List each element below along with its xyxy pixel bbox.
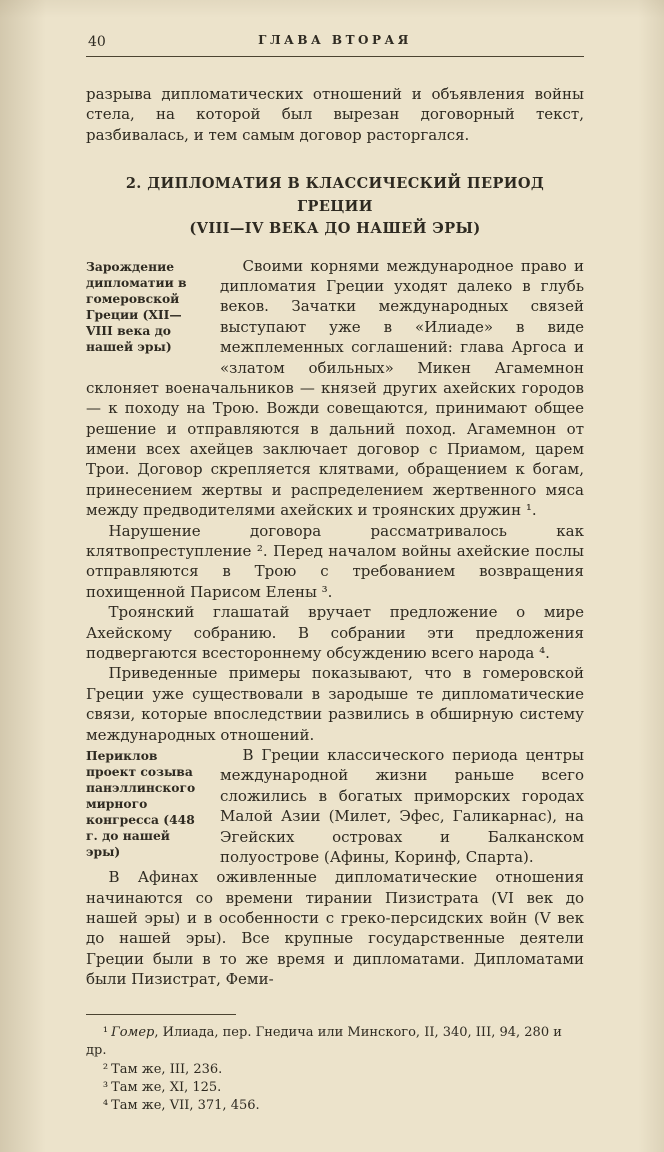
footnote-1-text: , Илиада, пер. Гнедича или Минского, II, 340, III, 94, 280 и др. — [86, 1024, 562, 1059]
footnote-2 — [86, 1061, 584, 1079]
footnote-3-text: Там же, XI, 125. — [111, 1080, 222, 1095]
paragraph-oath-breaking: Нарушение договора рассматривалось как клятвопреступление ². Перед началом войны ахейские послы отправляются в Трою с требованием возвращения похищенной Парисом Елены ³. — [86, 521, 584, 601]
footnote-4-text: Там же, VII, 371, 456. — [111, 1098, 260, 1114]
paragraph-homeric-text: Своими корнями международное право и дипломатия Греции уходят далеко в глубь веков. Зачатки международных связей выступают уже в «Илиаде» в виде межплеменных соглашений: глава Аргоса и «златом обильных» Микен Агамемнон склоняет военачальников — князей других ахейских городов — к походу на Трою. Вожди совещаются, принимают общее решение и отправляются в дальний поход. Агамемнон от имени всех ахейцев заключает договор с Приамом, царем Трои. Договор скрепляется клятвами, обращением к богам, принесением жертвы и распределением жертвенного мяса между предводителями ахейских и троянских дружин ¹. — [86, 256, 584, 520]
footnote-1-author: Гомер — [111, 1024, 155, 1040]
running-title: ГЛАВА ВТОРАЯ — [258, 33, 412, 47]
footnote-1-marker: ¹ — [102, 1024, 109, 1040]
footnote-3 — [86, 1079, 584, 1097]
section-heading-line1: 2. ДИПЛОМАТИЯ В КЛАССИЧЕСКИЙ ПЕРИОД ГРЕЦИИ — [125, 175, 545, 215]
footnote-4 — [86, 1097, 584, 1115]
paragraph-intro: разрыва дипломатических отношений и объявления войны стела, на которой был вырезан договорный текст, разбивалась, и тем самым договор расторгался. — [86, 85, 584, 144]
paragraph-trojan-herald: Троянский глашатай вручает предложение о мире Ахейскому собранию. В собрании эти предложения подвергаются всестороннему обсуждению всего народа ⁴. — [86, 603, 584, 662]
page-text-block — [86, 84, 584, 990]
footnote-3-marker: ³ — [102, 1080, 109, 1095]
paragraph-examples: Приведенные примеры показывают, что в гомеровской Греции уже существовали в зародыше те дипломатические связи, которые впоследствии развились в обширную систему международных отношений. — [86, 664, 584, 744]
section-heading-line2: (VIII—IV ВЕКА ДО НАШЕЙ ЭРЫ) — [189, 220, 481, 238]
paragraph-pericles — [86, 745, 584, 867]
footnote-1 — [86, 1024, 584, 1061]
page-number: 40 — [88, 34, 106, 50]
page-header — [86, 32, 584, 52]
paragraph-homeric — [86, 256, 584, 521]
section-heading — [86, 173, 584, 240]
paragraph-athens: В Афинах оживленные дипломатические отношения начинаются со времени тирании Пизистрата (VI век до нашей эры) и в особенности с греко-персидских войн (V век до нашей эры). Все крупные государственные деятели Греции были в то же время и дипломатами. Дипломатами были Пизистрат, Феми- — [86, 868, 584, 989]
footnote-rule — [86, 1014, 236, 1015]
paragraph-pericles-text: В Греции классического периода центры международной жизни раньше всего сложились в богатых приморских городах Малой Азии (Милет, Эфес, Галикарнас), на Эгейских островах и Балканском полуострове (Афины, Коринф, Спарта). — [220, 745, 584, 866]
footnote-2-text: Там же, III, 236. — [111, 1061, 223, 1077]
footnotes-list — [86, 1024, 584, 1116]
footnote-2-marker: ² — [102, 1061, 109, 1077]
sidenote-homeric-diplomacy: Зарождение дипломатии в гомеровской Греции (XII—VIII века до нашей эры) — [86, 258, 187, 354]
footnotes-section — [86, 1014, 584, 1116]
footnote-4-marker: ⁴ — [102, 1098, 109, 1114]
header-rule — [86, 56, 584, 57]
sidenote-pericles-congress: Периклов проект созыва панэллинского мирного конгресса (448 г. до нашей эры) — [86, 747, 196, 859]
